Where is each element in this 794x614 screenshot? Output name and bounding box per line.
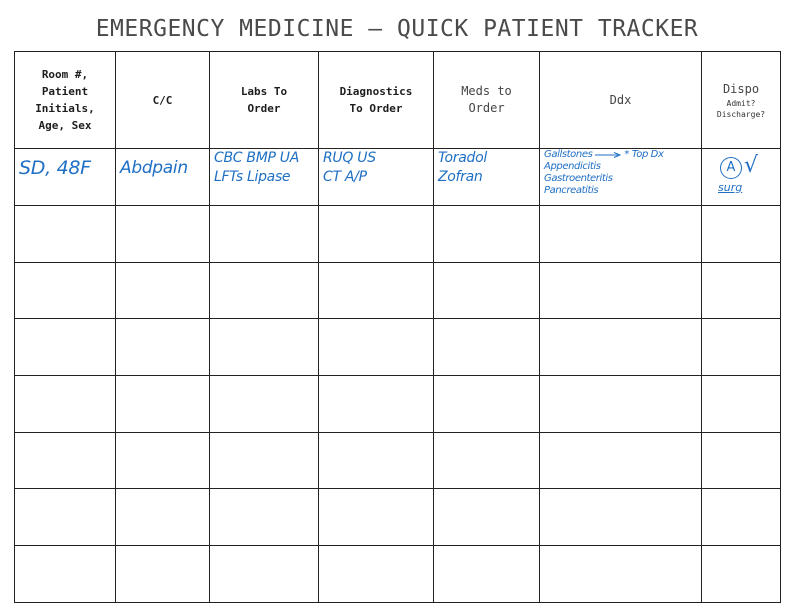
empty-cell[interactable] xyxy=(15,432,116,489)
ddx-item: Appendicitis xyxy=(544,161,601,172)
arrow-right-icon xyxy=(595,152,621,158)
empty-cell[interactable] xyxy=(15,262,116,319)
cell-cc[interactable] xyxy=(116,149,210,206)
empty-cell[interactable] xyxy=(540,376,702,433)
empty-cell[interactable] xyxy=(702,319,781,376)
empty-cell[interactable] xyxy=(15,319,116,376)
empty-cell[interactable] xyxy=(434,546,540,603)
diagnostics-entry-line: RUQ US xyxy=(323,150,376,166)
ddx-top-note: * Top Dx xyxy=(624,149,664,160)
empty-cell[interactable] xyxy=(210,319,319,376)
empty-cell[interactable] xyxy=(15,546,116,603)
ddx-top: Gallstones xyxy=(544,149,593,160)
cell-diagnostics[interactable] xyxy=(319,149,434,206)
empty-cell[interactable] xyxy=(434,489,540,546)
meds-entry-line: Toradol xyxy=(438,150,487,166)
cell-ddx[interactable] xyxy=(540,149,702,206)
header-cc: C/C xyxy=(116,52,210,149)
empty-cell[interactable] xyxy=(116,206,210,263)
page-title: EMERGENCY MEDICINE – QUICK PATIENT TRACKER xyxy=(95,16,699,42)
table-row[interactable] xyxy=(15,319,781,376)
empty-cell[interactable] xyxy=(319,489,434,546)
header-dispo: Dispo Admit? Discharge? xyxy=(702,52,781,149)
empty-cell[interactable] xyxy=(319,262,434,319)
empty-cell[interactable] xyxy=(116,546,210,603)
empty-cell[interactable] xyxy=(319,432,434,489)
header-room: Room #, Patient Initials, Age, Sex xyxy=(15,52,116,149)
empty-cell[interactable] xyxy=(116,319,210,376)
patient-tracker-table xyxy=(14,51,781,603)
empty-cell[interactable] xyxy=(540,262,702,319)
circled-admit-mark: A xyxy=(720,157,742,179)
empty-cell[interactable] xyxy=(210,206,319,263)
empty-cell[interactable] xyxy=(210,262,319,319)
room-entry: SD, 48F xyxy=(19,157,91,179)
empty-cell[interactable] xyxy=(702,262,781,319)
empty-cell[interactable] xyxy=(434,319,540,376)
table-row[interactable] xyxy=(15,206,781,263)
ddx-item: Gastroenteritis xyxy=(544,173,613,184)
empty-cell[interactable] xyxy=(434,262,540,319)
empty-cell[interactable] xyxy=(210,432,319,489)
empty-cell[interactable] xyxy=(702,376,781,433)
table-row[interactable] xyxy=(15,489,781,546)
header-labs: Labs To Order xyxy=(210,52,319,149)
dispo-note: surg xyxy=(718,181,743,194)
empty-cell[interactable] xyxy=(702,489,781,546)
empty-cell[interactable] xyxy=(702,432,781,489)
header-meds: Meds to Order xyxy=(434,52,540,149)
table-row[interactable] xyxy=(15,262,781,319)
cell-dispo[interactable] xyxy=(702,149,781,206)
ddx-item: Pancreatitis xyxy=(544,185,599,196)
ddx-top-line xyxy=(544,149,697,161)
empty-cell[interactable] xyxy=(540,432,702,489)
empty-cell[interactable] xyxy=(116,376,210,433)
table-row[interactable] xyxy=(15,376,781,433)
empty-cell[interactable] xyxy=(319,206,434,263)
empty-cell[interactable] xyxy=(319,319,434,376)
empty-cell[interactable] xyxy=(15,376,116,433)
cell-labs[interactable] xyxy=(210,149,319,206)
checkmark-icon: √ xyxy=(744,153,759,178)
meds-entry-line: Zofran xyxy=(438,169,483,185)
table-row[interactable] xyxy=(15,546,781,603)
empty-cell[interactable] xyxy=(210,376,319,433)
dispo-entry xyxy=(706,149,776,201)
empty-cell[interactable] xyxy=(210,489,319,546)
empty-cell[interactable] xyxy=(15,489,116,546)
empty-cell[interactable] xyxy=(319,546,434,603)
empty-cell[interactable] xyxy=(434,432,540,489)
empty-cell[interactable] xyxy=(116,432,210,489)
empty-cell[interactable] xyxy=(15,206,116,263)
header-ddx: Ddx xyxy=(540,52,702,149)
header-diagnostics: Diagnostics To Order xyxy=(319,52,434,149)
header-row xyxy=(15,52,781,149)
empty-cell[interactable] xyxy=(540,546,702,603)
cc-entry: Abdpain xyxy=(120,158,188,178)
empty-cell[interactable] xyxy=(702,206,781,263)
diagnostics-entry-line: CT A/P xyxy=(323,169,367,185)
cell-meds[interactable] xyxy=(434,149,540,206)
empty-cell[interactable] xyxy=(434,206,540,263)
table-row[interactable] xyxy=(15,149,781,206)
empty-cell[interactable] xyxy=(434,376,540,433)
cell-room[interactable] xyxy=(15,149,116,206)
empty-cell[interactable] xyxy=(702,546,781,603)
empty-cell[interactable] xyxy=(116,262,210,319)
empty-cell[interactable] xyxy=(116,489,210,546)
empty-cell[interactable] xyxy=(210,546,319,603)
table-row[interactable] xyxy=(15,432,781,489)
empty-cell[interactable] xyxy=(540,206,702,263)
empty-cell[interactable] xyxy=(319,376,434,433)
empty-cell[interactable] xyxy=(540,319,702,376)
labs-entry-line: CBC BMP UA xyxy=(214,150,300,166)
labs-entry-line: LFTs Lipase xyxy=(214,169,291,185)
empty-cell[interactable] xyxy=(540,489,702,546)
